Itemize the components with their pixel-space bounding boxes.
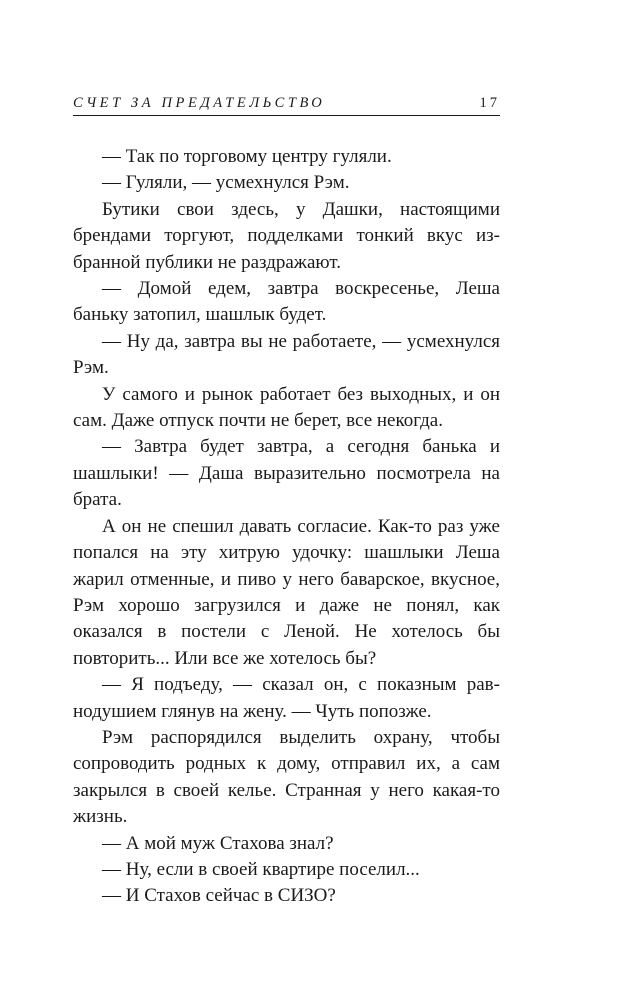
paragraph: — Гуляли, — усмехнулся Рэм.	[102, 172, 350, 194]
page-number: 17	[479, 95, 500, 111]
book-page	[73, 0, 500, 1000]
paragraph: У самого и рынок работает без выходных, и он сам. Даже отпуск почти не берет, все некогда.	[73, 383, 500, 432]
paragraph: — А мой муж Стахова знал?	[102, 832, 334, 854]
paragraph: — Так по торговому центру гуляли.	[102, 146, 392, 167]
paragraph: — Домой едем, завтра воскресенье, Леша баньку затопил, шашлык будет.	[73, 278, 500, 326]
paragraph: — Завтра будет завтра, а сегодня банька и шашлыки! — Даша выразительно посмотрела на брата.	[73, 436, 500, 511]
paragraph: — Ну да, завтра вы не работаете, — усмехнулся Рэм.	[73, 330, 500, 379]
body-text	[73, 144, 500, 910]
paragraph: Рэм распорядился выделить охрану, чтобы сопроводить родных к дому, отправил их, а сам закрылся в своей келье. Странная у него какая-то жизнь.	[73, 726, 500, 828]
paragraph: — Ну, если в своей квартире поселил...	[102, 858, 420, 880]
paragraph: А он не спешил давать согласие. Как-то раз уже попался на эту хитрую удочку: шашлыки Леша жарил отменные, и пиво у него баварское, вкусное, Рэм хорошо загрузился и даже не понял, как оказался в постели с Леной. Не хотелось бы повторить... Или все же хотелось бы?	[73, 515, 500, 669]
paragraph: — Я подъеду, — сказал он, с показным равнодушием глянув на жену. — Чуть попозже.	[73, 674, 500, 722]
running-header	[73, 93, 500, 116]
paragraph: — И Стахов сейчас в СИЗО?	[102, 885, 336, 907]
book-title: СЧЕТ ЗА ПРЕДАТЕЛЬСТВО	[73, 95, 326, 111]
paragraph: Бутики свои здесь, у Дашки, настоящими брендами торгуют, подделками тонкий вкус избранной публики не раздражают.	[73, 198, 500, 273]
